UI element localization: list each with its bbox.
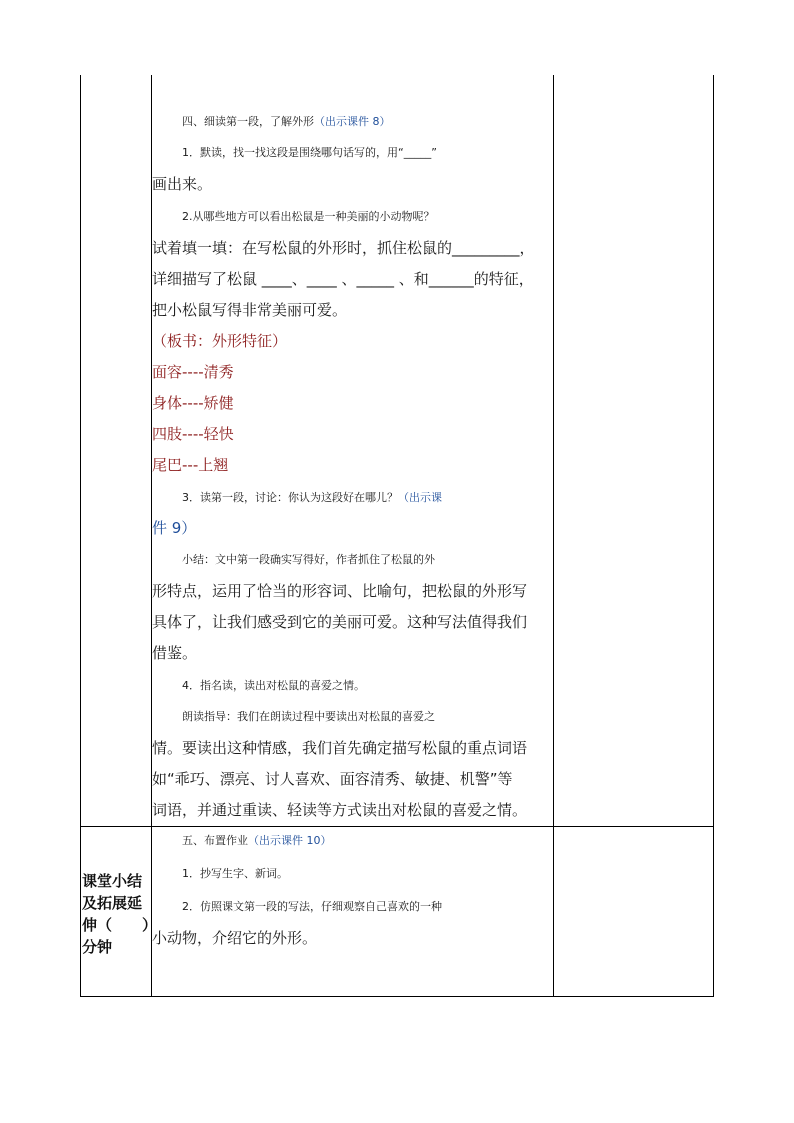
q3-text: 3．读第一段，讨论：你认为这段好在哪儿？ — [182, 491, 398, 504]
row-label-line: 分钟 — [82, 938, 113, 956]
board-item: 身体----矫健 — [152, 394, 234, 412]
section5-heading-note: （出示课件 10） — [248, 834, 332, 847]
table-border-right — [713, 75, 714, 996]
table-border-bottom — [80, 996, 714, 997]
section4-heading — [152, 112, 584, 132]
section4-heading-note: （出示课件 8） — [314, 115, 391, 128]
row-label-line: 伸（ ） — [82, 916, 158, 934]
board-title: （板书：外形特征） — [152, 332, 288, 350]
summary-line4: 借鉴。 — [152, 644, 198, 662]
row-label-line: 及拓展延 — [82, 894, 143, 912]
q2-line3: 详细描写了松鼠 ____、____ 、_____ 、和______的特征， — [152, 270, 534, 288]
table-row-divider — [80, 826, 714, 827]
summary-line3: 具体了，让我们感受到它的美丽可爱。这种写法值得我们 — [152, 613, 528, 631]
q3-line1 — [152, 488, 584, 508]
guide-line4: 词语，并通过重读、轻读等方式读出对松鼠的喜爱之情。 — [152, 801, 528, 819]
row-label — [82, 870, 158, 958]
hw1: 1．抄写生字、新词。 — [182, 867, 288, 880]
guide-line3: 如“乖巧、漂亮、讨人喜欢、面容清秀、敏捷、机警”等 — [152, 770, 513, 788]
section5-heading — [152, 831, 584, 851]
board-item: 面容----清秀 — [152, 363, 234, 381]
q2-line1: 2.从哪些地方可以看出松鼠是一种美丽的小动物呢？ — [182, 210, 435, 223]
board-item: 尾巴---上翘 — [152, 456, 229, 474]
q2-line4: 把小松鼠写得非常美丽可爱。 — [152, 301, 348, 319]
section5-heading-text: 五、布置作业 — [182, 834, 248, 847]
guide-line2: 情。要读出这种情感，我们首先确定描写松鼠的重点词语 — [152, 739, 528, 757]
row-label-line: 课堂小结 — [82, 872, 143, 890]
section4-heading-text: 四、细读第一段，了解外形 — [182, 115, 314, 128]
summary-line2: 形特点，运用了恰当的形容词、比喻句，把松鼠的外形写 — [152, 582, 528, 600]
table-border-left — [80, 75, 81, 996]
q2-line2: 试着填一填：在写松鼠的外形时，抓住松鼠的_________， — [152, 239, 535, 257]
board-item: 四肢----轻快 — [152, 425, 234, 443]
q4-line1: 4．指名读，读出对松鼠的喜爱之情。 — [182, 679, 365, 692]
guide-line1: 朗读指导：我们在朗读过程中要读出对松鼠的喜爱之 — [182, 710, 435, 723]
q3-note-part1: （出示课 — [398, 491, 442, 504]
hw2-line1: 2．仿照课文第一段的写法，仔细观察自己喜欢的一种 — [182, 900, 442, 913]
q3-note-part2: 件 9） — [152, 519, 197, 537]
q1-line2: 画出来。 — [152, 175, 213, 193]
summary-line1: 小结：文中第一段确实写得好，作者抓住了松鼠的外 — [182, 553, 435, 566]
q1-line1: 1．默读，找一找这段是围绕哪句话写的，用“_____” — [182, 146, 437, 159]
hw2-line2: 小动物，介绍它的外形。 — [152, 929, 318, 947]
